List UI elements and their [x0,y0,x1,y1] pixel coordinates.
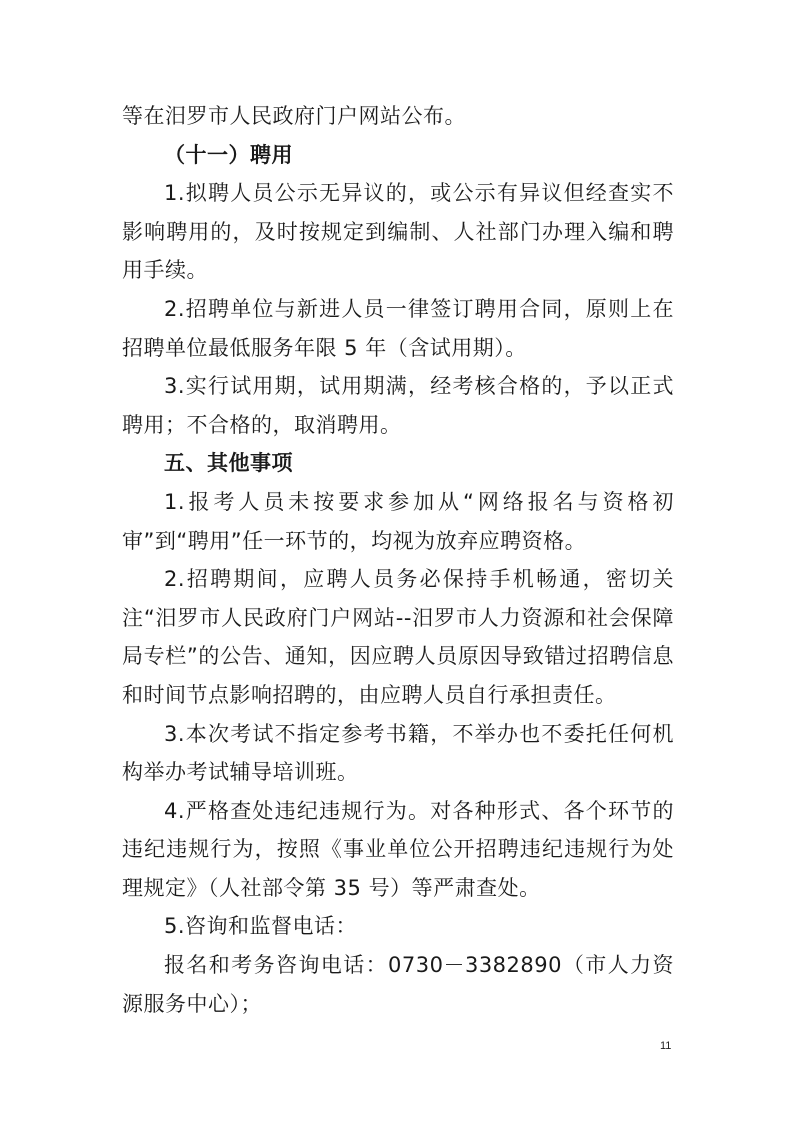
section-heading-other: 五、其他事项 [164,451,293,476]
paragraph-hiring-1: 1.拟聘人员公示无异议的，或公示有异议但经查实不影响聘用的，及时按规定到编制、人社部门办理入编和聘用手续。 [122,181,674,283]
paragraph-other-5: 5.咨询和监督电话： [164,914,358,939]
paragraph-other-4: 4.严格查处违纪违规行为。对各种形式、各个环节的违纪违规行为，按照《事业单位公开招聘违纪违规行为处理规定》（人社部令第 35 号）等严肃查处。 [122,798,674,900]
paragraph-other-2: 2.招聘期间，应聘人员务必保持手机畅通，密切关注“汨罗市人民政府门户网站--汨罗市人力资源和社会保障局专栏”的公告、通知，因应聘人员原因导致错过招聘信息和时间节点影响招聘的，由应聘人员自行承担责任。 [122,567,674,707]
section-heading-hiring: （十一）聘用 [164,142,293,167]
paragraph-hiring-2: 2.招聘单位与新进人员一律签订聘用合同，原则上在招聘单位最低服务年限 5 年（含试用期）。 [122,296,674,360]
paragraph-contact-phone: 报名和考务咨询电话：0730－3382890（市人力资源服务中心）； [122,953,674,1016]
paragraph-other-1: 1.报考人员未按要求参加从“网络报名与资格初审”到“聘用”任一环节的，均视为放弃应聘资格。 [122,489,674,553]
paragraph-other-3: 3.本次考试不指定参考书籍，不举办也不委托任何机构举办考试辅导培训班。 [122,721,674,785]
document-body [122,97,674,1023]
page-number: 11 [660,1040,672,1052]
paragraph-continuation: 等在汨罗市人民政府门户网站公布。 [122,104,466,128]
paragraph-hiring-3: 3.实行试用期，试用期满，经考核合格的，予以正式聘用；不合格的，取消聘用。 [122,374,674,437]
